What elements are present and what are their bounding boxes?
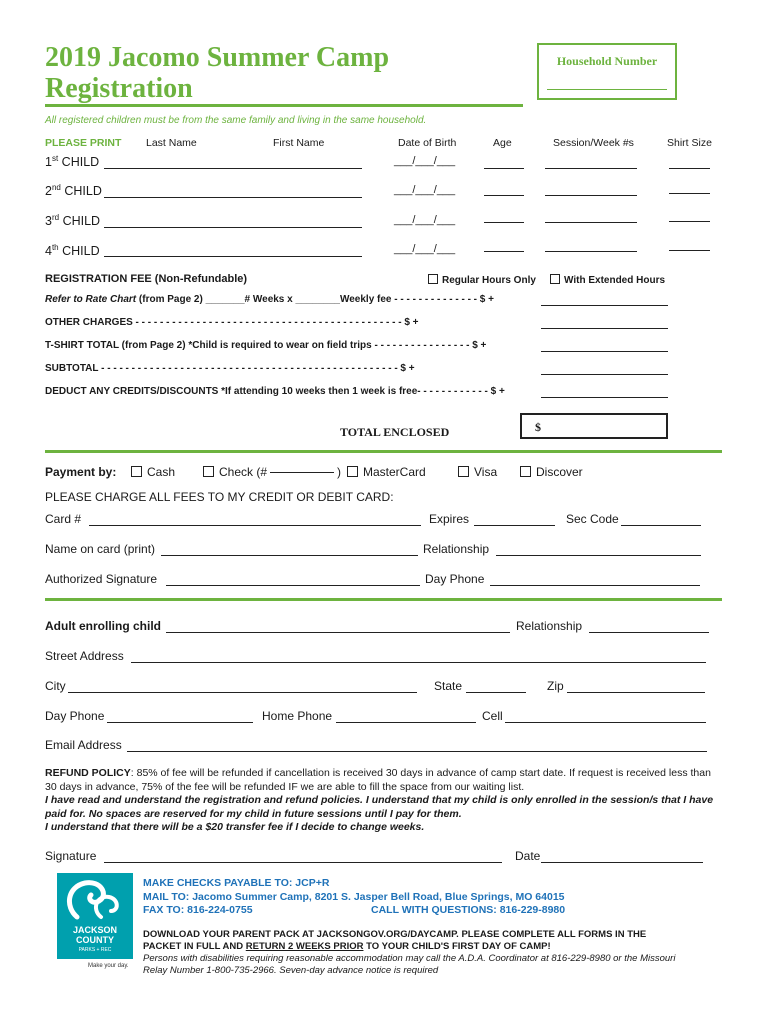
name-on-card-label: Name on card (print) <box>45 542 156 556</box>
child-name-field[interactable] <box>104 227 362 228</box>
shirt-size-field[interactable] <box>669 193 710 194</box>
download-line-1: DOWNLOAD YOUR PARENT PACK AT JACKSONGOV.ORG/DAYCAMP. PLEASE COMPLETE ALL FORMS IN THE <box>143 929 647 940</box>
zip-field[interactable] <box>567 692 705 693</box>
discover-checkbox[interactable]: Discover <box>520 465 583 479</box>
shirt-size-header: Shirt Size <box>667 137 712 149</box>
dollar-sign: $ <box>535 420 541 434</box>
street-address-field[interactable] <box>131 662 706 663</box>
date-label: Date <box>515 849 541 863</box>
eligibility-note: All registered children must be from the same family and living in the same household. <box>45 115 427 126</box>
household-number-box[interactable] <box>537 43 677 100</box>
total-enclosed-field[interactable] <box>520 413 668 439</box>
swirl-icon <box>57 873 133 923</box>
card-day-phone-label: Day Phone <box>425 572 485 586</box>
checkbox-icon <box>428 274 438 284</box>
tshirt-total-field[interactable] <box>541 351 668 352</box>
child-label: 1st CHILD <box>45 154 100 170</box>
expires-field[interactable] <box>474 525 555 526</box>
other-charges-line: OTHER CHARGES - - - - - - - - - - - - - - - - - - - - - - - - - - - - - - - - - - - - - - - - - - - - $ + <box>45 317 419 328</box>
age-field[interactable] <box>484 195 524 196</box>
last-name-header: Last Name <box>146 137 197 149</box>
mastercard-checkbox[interactable]: MasterCard <box>347 465 426 479</box>
shirt-size-field[interactable] <box>669 250 710 251</box>
child-name-field[interactable] <box>104 168 362 169</box>
adult-relationship-field[interactable] <box>589 632 709 633</box>
extended-hours-checkbox[interactable]: With Extended Hours <box>550 274 665 286</box>
adult-day-phone-label: Day Phone <box>45 709 105 723</box>
registration-fee-label: REGISTRATION FEE (Non-Refundable) <box>45 273 248 285</box>
first-name-header: First Name <box>273 137 325 149</box>
subtotal-field[interactable] <box>541 374 668 375</box>
title-line-1: 2019 Jacomo Summer Camp <box>45 42 390 73</box>
transfer-fee-text: I understand that there will be a $20 transfer fee if I decide to change weeks. <box>45 821 425 833</box>
email-field[interactable] <box>127 751 707 752</box>
age-field[interactable] <box>484 168 524 169</box>
dob-field[interactable]: ___/___/___ <box>394 155 456 167</box>
home-phone-label: Home Phone <box>262 709 333 723</box>
card-relationship-label: Relationship <box>423 542 490 556</box>
page-title <box>45 42 389 104</box>
logo-line-3: PARKS + REC <box>78 947 112 953</box>
logo-tagline: Make your day. <box>88 963 129 969</box>
please-print-label: PLEASE PRINT <box>45 137 122 149</box>
child-name-field[interactable] <box>104 197 362 198</box>
payment-by-label: Payment by: <box>45 465 117 479</box>
state-label: State <box>434 679 463 693</box>
age-header: Age <box>493 137 512 149</box>
home-phone-field[interactable] <box>336 722 476 723</box>
card-number-field[interactable] <box>89 525 421 526</box>
street-address-label: Street Address <box>45 649 124 663</box>
rate-amount-field[interactable] <box>541 305 668 306</box>
household-number-field[interactable] <box>547 89 667 90</box>
city-label: City <box>45 679 66 693</box>
cash-checkbox[interactable]: Cash <box>131 465 175 479</box>
authorized-signature-field[interactable] <box>166 585 420 586</box>
rate-chart-line: Refer to Rate Chart (from Page 2) _______# Weeks x ________Weekly fee - - - - - - - - - - - - - - $ + <box>45 294 494 305</box>
checkbox-icon <box>131 466 142 477</box>
age-field[interactable] <box>484 222 524 223</box>
session-header: Session/Week #s <box>553 137 634 149</box>
sec-code-field[interactable] <box>621 525 701 526</box>
logo-line-2: COUNTY <box>76 935 114 945</box>
total-enclosed-label: TOTAL ENCLOSED <box>340 425 450 439</box>
logo-line-1: JACKSON <box>72 925 117 935</box>
other-charges-field[interactable] <box>541 328 668 329</box>
email-label: Email Address <box>45 738 122 752</box>
age-field[interactable] <box>484 251 524 252</box>
sec-code-label: Sec Code <box>566 512 619 526</box>
name-on-card-field[interactable] <box>161 555 418 556</box>
adult-name-field[interactable] <box>166 632 510 633</box>
checkbox-icon <box>203 466 214 477</box>
session-field[interactable] <box>545 195 637 196</box>
checks-payable-text: MAKE CHECKS PAYABLE TO: JCP+R <box>143 877 330 889</box>
session-field[interactable] <box>545 222 637 223</box>
ada-line-2: Relay Number 1-800-735-2966. Seven-day advance notice is required <box>143 965 439 976</box>
card-day-phone-field[interactable] <box>490 585 700 586</box>
household-number-label: Household Number <box>556 54 658 68</box>
call-questions-text: CALL WITH QUESTIONS: 816-229-8980 <box>371 904 566 916</box>
child-name-field[interactable] <box>104 256 362 257</box>
mail-to-text: MAIL TO: Jacomo Summer Camp, 8201 S. Jasper Bell Road, Blue Springs, MO 64015 <box>143 891 565 903</box>
city-field[interactable] <box>68 692 417 693</box>
child-label: 2nd CHILD <box>45 183 102 199</box>
signature-label: Signature <box>45 849 97 863</box>
title-underline <box>45 104 523 107</box>
dob-field[interactable]: ___/___/___ <box>394 184 456 196</box>
fax-text: FAX TO: 816-224-0755 <box>143 904 253 916</box>
charge-card-label: PLEASE CHARGE ALL FEES TO MY CREDIT OR DEBIT CARD: <box>45 490 394 504</box>
session-field[interactable] <box>545 251 637 252</box>
shirt-size-field[interactable] <box>669 168 710 169</box>
card-number-label: Card # <box>45 512 82 526</box>
child-label: 3rd CHILD <box>45 213 101 229</box>
state-field[interactable] <box>466 692 526 693</box>
refund-policy: REFUND POLICY: 85% of fee will be refunded if cancellation is received 30 days in advance of camp start date. If request is received less than 30 days in advance, 75% of the fee will be refunded IF we are able to fill the space from our waiting list. <box>45 767 711 793</box>
shirt-size-field[interactable] <box>669 221 710 222</box>
jackson-county-logo <box>57 873 133 959</box>
checkbox-icon <box>520 466 531 477</box>
session-field[interactable] <box>545 168 637 169</box>
cell-field[interactable] <box>505 722 706 723</box>
child-label: 4th CHILD <box>45 243 100 259</box>
checkbox-icon <box>458 466 469 477</box>
download-line-2: PACKET IN FULL AND RETURN 2 WEEKS PRIOR TO YOUR CHILD'S FIRST DAY OF CAMP! <box>143 941 551 952</box>
dob-header: Date of Birth <box>398 137 457 149</box>
adult-enrolling-label: Adult enrolling child <box>45 619 161 633</box>
authorized-signature-label: Authorized Signature <box>45 572 158 586</box>
section-divider <box>45 450 722 453</box>
dob-field[interactable]: ___/___/___ <box>394 214 456 226</box>
cell-label: Cell <box>482 709 503 723</box>
check-number-field[interactable] <box>270 472 334 473</box>
adult-day-phone-field[interactable] <box>107 722 253 723</box>
visa-checkbox[interactable]: Visa <box>458 465 497 479</box>
date-field[interactable] <box>541 862 703 863</box>
deduct-line: DEDUCT ANY CREDITS/DISCOUNTS *If attending 10 weeks then 1 week is free- - - - - - - - - - - - $ + <box>45 386 505 397</box>
signature-field[interactable] <box>104 862 502 863</box>
title-line-2: Registration <box>45 73 193 104</box>
section-divider <box>45 598 722 601</box>
check-checkbox[interactable]: Check (# ) <box>203 465 341 479</box>
regular-hours-checkbox[interactable]: Regular Hours Only <box>428 274 536 286</box>
checkbox-icon <box>550 274 560 284</box>
deduct-field[interactable] <box>541 397 668 398</box>
checkbox-icon <box>347 466 358 477</box>
tshirt-total-line: T-SHIRT TOTAL (from Page 2) *Child is required to wear on field trips - - - - - - - - - - - - - - - - $ + <box>45 340 487 351</box>
acknowledgement-text: I have read and understand the registration and refund policies. I understand that my child is only enrolled in the session/s that I have paid for. No spaces are reserved for my child in future sessions until I pay for them. <box>45 794 714 820</box>
zip-label: Zip <box>547 679 564 693</box>
card-relationship-field[interactable] <box>496 555 701 556</box>
dob-field[interactable]: ___/___/___ <box>394 243 456 255</box>
subtotal-line: SUBTOTAL - - - - - - - - - - - - - - - - - - - - - - - - - - - - - - - - - - - - - - - - - - - - - - - - - $ + <box>45 363 415 374</box>
adult-relationship-label: Relationship <box>516 619 583 633</box>
ada-line-1: Persons with disabilities requiring reasonable accommodation may call the A.D.A. Coordinator at 816-229-8980 or the Missouri <box>143 953 676 964</box>
expires-label: Expires <box>429 512 470 526</box>
